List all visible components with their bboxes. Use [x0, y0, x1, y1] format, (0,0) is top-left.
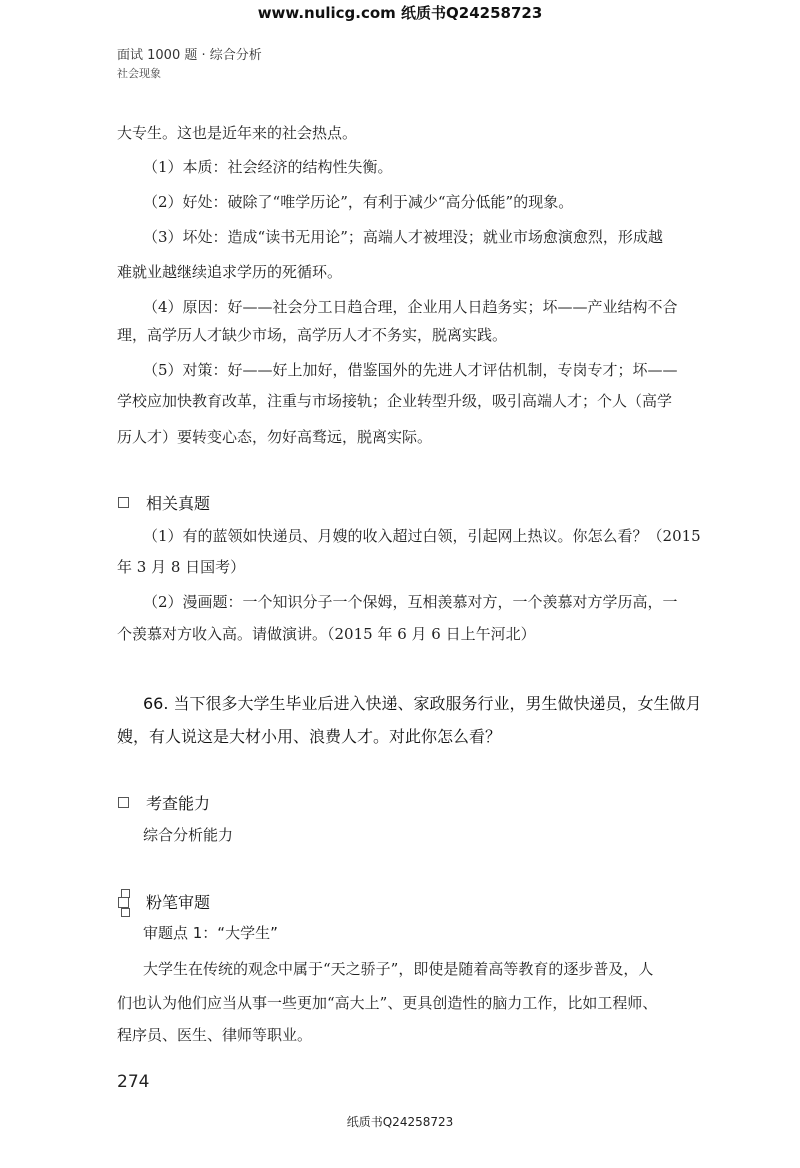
point-4-line-2: 理，高学历人才缺少市场，高学历人才不务实，脱离实践。 — [117, 326, 508, 344]
analysis-line-2: 们也认为他们应当从事一些更加“高大上”、更具创造性的脑力工作，比如工程师、 — [117, 994, 658, 1012]
point-3-line-2: 难就业越继续追求学历的死循环。 — [117, 263, 343, 281]
section-stack-icon — [118, 897, 129, 908]
analysis-line-1: 大学生在传统的观念中属于“天之骄子”，即使是随着高等教育的逐步普及，人 — [143, 960, 654, 978]
question-line-1: 66. 当下很多大学生毕业后进入快递、家政服务行业，男生做快递员，女生做月 — [143, 694, 702, 713]
section-square-icon — [118, 497, 129, 508]
point-4-line-1: （4）原因：好——社会分工日趋合理，企业用人日趋务实；坏——产业结构不合 — [143, 298, 678, 316]
related-q1-line-1: （1）有的蓝领如快递员、月嫂的收入超过白领，引起网上热议。你怎么看？（2015 — [143, 527, 701, 545]
book-title: 面试 1000 题 · 综合分析 — [117, 48, 262, 63]
ability-title: 考查能力 — [146, 794, 211, 813]
related-title: 相关真题 — [146, 494, 211, 513]
section-square-icon — [118, 797, 129, 808]
page-number: 274 — [117, 1072, 150, 1092]
bottom-watermark: 纸质书Q24258723 — [346, 1115, 454, 1129]
point-5-line-2: 学校应加快教育改革，注重与市场接轨；企业转型升级，吸引高端人才；个人（高学 — [117, 392, 673, 410]
related-q2-line-2: 个羡慕对方收入高。请做演讲。（2015 年 6 月 6 日上午河北） — [117, 625, 536, 643]
intro-line: 大专生。这也是近年来的社会热点。 — [117, 124, 358, 142]
point-1: （1）本质：社会经济的结构性失衡。 — [143, 158, 393, 176]
top-watermark: www.nulicg.com 纸质书Q24258723 — [257, 4, 543, 22]
analysis-line-3: 程序员、医生、律师等职业。 — [117, 1026, 313, 1044]
point-3-line-1: （3）坏处：造成“读书无用论”；高端人才被埋没；就业市场愈演愈烈，形成越 — [143, 228, 663, 246]
related-q1-line-2: 年 3 月 8 日国考） — [117, 558, 246, 576]
point-2: （2）好处：破除了“唯学历论”，有利于减少“高分低能”的现象。 — [143, 193, 574, 211]
point-5-line-1: （5）对策：好——好上加好，借鉴国外的先进人才评估机制，专岗专才；坏—— — [143, 361, 678, 379]
analysis-point-title: 审题点 1：“大学生” — [143, 924, 278, 942]
related-q2-line-1: （2）漫画题：一个知识分子一个保姆，互相羡慕对方，一个羡慕对方学历高，一 — [143, 593, 678, 611]
chapter-title: 社会现象 — [117, 67, 161, 80]
question-line-2: 嫂，有人说这是大材小用、浪费人才。对此你怎么看？ — [117, 727, 502, 746]
analysis-title: 粉笔审题 — [146, 893, 211, 912]
ability-content: 综合分析能力 — [143, 826, 234, 844]
point-5-line-3: 历人才）要转变心态，勿好高骛远，脱离实际。 — [117, 428, 433, 446]
